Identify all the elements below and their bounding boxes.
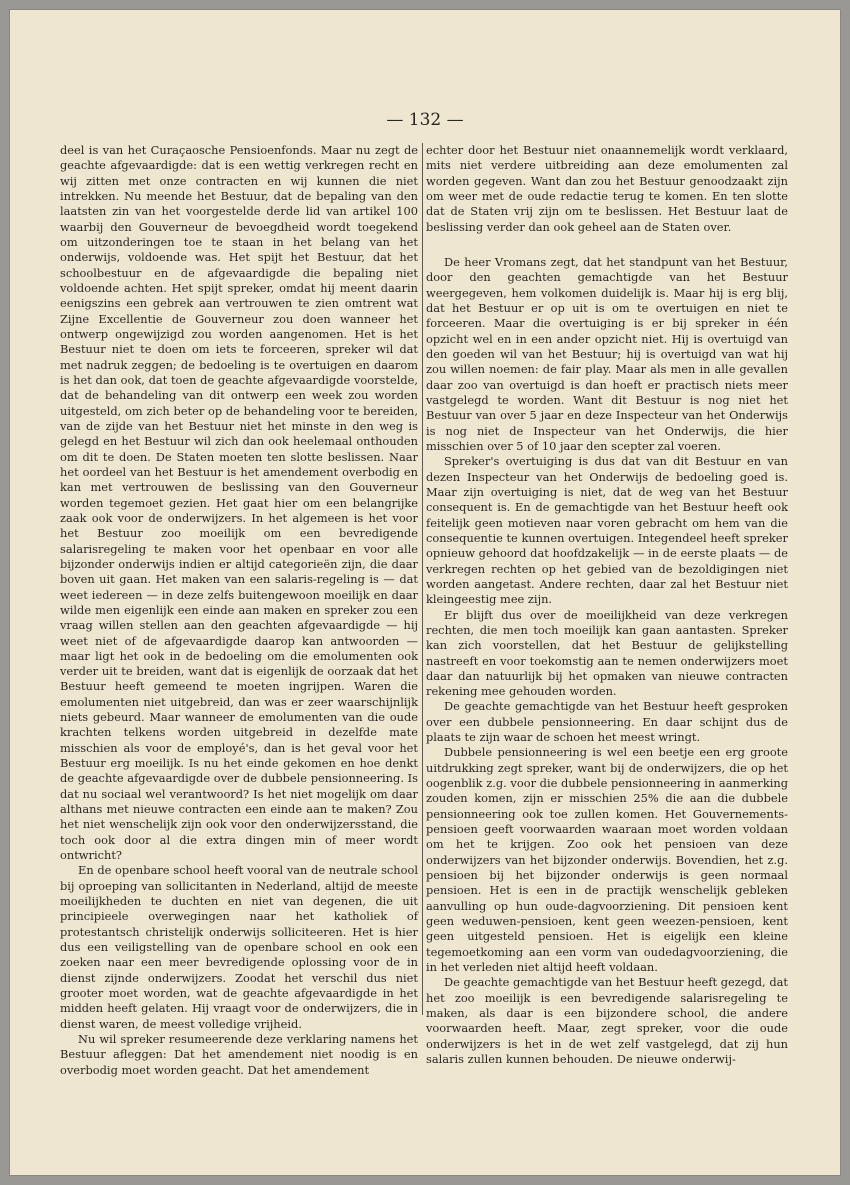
paragraph: En de openbare school heeft vooral van de neutrale school bij oproeping van sollicitanten in Nederland, altijd de meeste moeilijkheden te duchten en niet van degenen, die uit principieele overwegingen naar het katholiek of protestantsch christelijk onderwijs solliciteeren. Het is hier dus een veiligstelling van de openbare school en ook een zoeken naar een meer bevredigende oplossing voor de in dienst zijnde onderwijzers. Zoodat het verschil dus niet grooter moet worden, wat de geachte afgevaardigde in het midden heeft gelaten. Hij vraagt voor de onderwijzers, die in dienst waren, de meest volledige vrijheid. [60, 863, 418, 1031]
paragraph: Er blijft dus over de moeilijkheid van deze verkregen rechten, die men toch moeilijk kan gaan aantasten. Spreker kan zich voorstellen, dat het Bestuur de gelijkstelling nastreeft en voor toekomstig aan te nemen onderwijzers moet daar dan natuurlijk bij het opmaken van nieuwe contracten rekening mee gehouden worden. [426, 607, 788, 699]
paragraph: De heer Vromans zegt, dat het standpunt van het Bestuur, door den geachten gemachtigde van het Bestuur weergegeven, hem volkomen duidelijk is. Maar hij is erg blij, dat het Bestuur er op uit is om te overtuigen en niet te forceeren. Maar die overtuiging is er bij spreker in één opzicht wel en in een ander opzicht niet. Hij is overtuigd van den goeden wil van het Bestuur; hij is overtuigd van wat hij zou willen noemen: de fair play. Maar als men in alle gevallen daar zoo van overtuigd is dan hoeft er practisch niets meer vastgelegd te worden. Want dit Bestuur is nog niet het Bestuur van over 5 jaar en deze Inspecteur van het Onderwijs is nog niet de Inspecteur van het Onderwijs, die hier misschien over 5 of 10 jaar den scepter zal voeren. [426, 254, 788, 453]
paragraph: De geachte gemachtigde van het Bestuur heeft gesproken over een dubbele pensionneering. En daar schijnt dus de plaats te zijn waar de schoen het meest wringt. [426, 699, 788, 745]
page-number: — 132 — [386, 110, 464, 130]
paragraph: deel is van het Curaçaosche Pensioenfonds. Maar nu zegt de geachte afgevaardigde: dat is een wettig verkregen recht en wij zitten met onze contracten en wij kunnen die niet intrekken. Nu meende het Bestuur, dat de bepaling van den laatsten zin van het voorgestelde derde lid van artikel 100 waarbij den Gouverneur de bevoegdheid wordt toegekend om uitzonderingen toe te staan in het belang van het onderwijs, voldoende was. Het spijt het Bestuur, dat het schoolbestuur en de afgevaardigde die bepaling niet voldoende achten. Het spijt spreker, omdat hij meent daarin eenigszins een gebrek aan vertrouwen te zien omtrent wat Zijne Excellentie de Gouverneur zou doen wanneer het ontwerp ongewijzigd zou worden aangenomen. Het is het Bestuur niet te doen om iets te forceeren, spreker wil dat met nadruk zeggen; de bedoeling is te overtuigen en daarom is het dan ook, dat toen de geachte afgevaardigde voorstelde, dat de behandeling van dit ontwerp een week zou worden uitgesteld, om zich beter op de behandeling voor te bereiden, van de zijde van het Bestuur niet het minste in den weg is gelegd en het Bestuur wil zich dan ook heelemaal onthouden om dit te doen. De Staten moeten ten slotte beslissen. Naar het oordeel van het Bestuur is het amendement overbodig en kan met vertrouwen de beslissing van den Gouverneur worden tegemoet gezien. Het gaat hier om een belangrijke zaak ook voor de onderwijzers. In het algemeen is het voor het Bestuur zoo moeilijk om een bevredigende salarisregeling te maken voor het openbaar en voor alle bijzonder onderwijs indien er altijd categorieën zijn, die daar boven uit gaan. Het maken van een salaris-regeling is — dat weet iedereen — in deze zelfs buitengewoon moeilijk en daar wilde men eigenlijk een einde aan maken en spreker zou een vraag willen stellen aan den geachten afgevaardigde — hij weet niet of de afgevaardigde daarop kan antwoorden — maar ligt het ook in de bedoeling om die emolumenten ook verder uit te breiden, want dat is eigenlijk de oorzaak dat het Bestuur heeft gemeend te moeten ingrijpen. Waren die emolumenten niet uitgebreid, dan was er zeer waarschijnlijk niets gebeurd. Maar wanneer de emolumenten van die oude krachten telkens worden uitgebreid in dezelfde mate misschien als voor de employé's, dan is het geval voor het Bestuur erg moeilijk. Is nu het einde gekomen en hoe denkt de geachte afgevaardigde over de dubbele pensionneering. Is dat nu sociaal wel verantwoord? Is het niet mogelijk om daar althans met nieuwe contracten een einde aan te maken? Zou het niet wenschelijk zijn ook voor den onderwijzersstand, die toch ook door al die extra dingen min of meer wordt ontwricht? [60, 143, 418, 863]
paragraph: Nu wil spreker resumeerende deze verklaring namens het Bestuur afleggen: Dat het amendement niet noodig is en overbodig moet worden geacht. Dat het amendement [60, 1032, 418, 1077]
paragraph: Spreker's overtuiging is dus dat van dit Bestuur en van dezen Inspecteur van het Onderwijs de bedoeling goed is. Maar zijn overtuiging is niet, dat de weg van het Bestuur consequent is. En de gemachtigde van het Bestuur heeft ook feitelijk geen motieven naar voren gebracht om hem van die consequentie te kunnen overtuigen. Integendeel heeft spreker opnieuw gehoord dat hoofdzakelijk — in de eerste plaats — de verkregen rechten op het gebied van de bezoldigingen niet worden aangetast. Andere rechten, daar zal het Bestuur niet kleingeestig mee zijn. [426, 454, 788, 607]
document-page [10, 10, 840, 1175]
paragraph: echter door het Bestuur niet onaannemelijk wordt verklaard, mits niet verdere uitbreiding aan deze emolumenten zal worden gegeven. Want dan zou het Bestuur genoodzaakt zijn om weer met de oude redactie terug te komen. En ten slotte dat de Staten vrij zijn om te beslissen. Het Bestuur laat de beslissing verder dan ook geheel aan de Staten over. [426, 143, 788, 234]
left-column [60, 143, 418, 1078]
paragraph: Dubbele pensionneering is wel een beetje een erg groote uitdrukking zegt spreker, want bij de onderwijzers, die op het oogenblik z.g. voor die dubbele pensionneering in aanmerking zouden komen, zijn er misschien 25% die aan die dubbele pensionneering ook toe zullen komen. Het Gouvernements-pensioen geeft voorwaarden waaraan moet worden voldaan om het te krijgen. Zoo ook het pensioen van deze onderwijzers van het bijzonder onderwijs. Bovendien, het z.g. pensioen bij het bijzonder onderwijs is geen normaal pensioen. Het is een in de practijk wenschelijk gebleken aanvulling op hun oude-dagvoorziening. Dit pensioen kent geen weduwen-pensioen, kent geen weezen-pensioen, kent geen uitgesteld pensioen. Het is eigelijk een kleine tegemoetkoming aan een vorm van oudedagvoorziening, die in het verleden niet altijd heeft voldaan. [426, 745, 788, 975]
right-column [426, 143, 788, 1067]
paragraph: De geachte gemachtigde van het Bestuur heeft gezegd, dat het zoo moeilijk is een bevredigende salarisregeling te maken, als daar is een bijzondere school, die andere voorwaarden heeft. Maar, zegt spreker, voor die oude onderwijzers is het in de wet zelf vastgelegd, dat zij hun salaris zullen kunnen behouden. De nieuwe onderwij- [426, 975, 788, 1067]
column-divider [422, 143, 423, 1015]
